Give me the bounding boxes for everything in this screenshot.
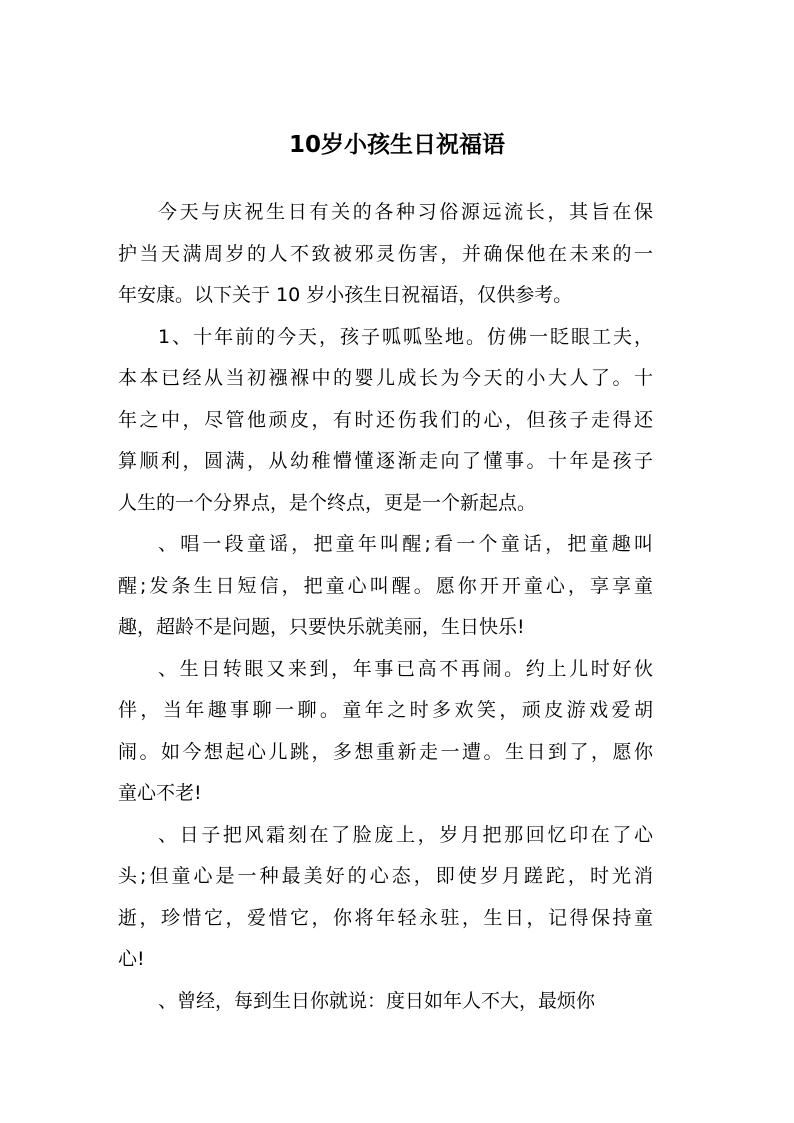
paragraph-line: 护当天满周岁的人不致被邪灵伤害，并确保他在未来的一	[118, 242, 653, 265]
paragraph-line: 伴，当年趣事聊一聊。童年之时多欢笑，顽皮游戏爱胡	[118, 699, 653, 721]
paragraph-line: 闹。如今想起心儿跳，多想重新走一遭。生日到了，愿你	[118, 740, 653, 763]
paragraph-line: 今天与庆祝生日有关的各种习俗源远流长，其旨在保	[158, 201, 653, 223]
paragraph	[118, 196, 653, 321]
paragraph-line: 人生的一个分界点，是个终点，更是一个新起点。	[118, 491, 537, 514]
paragraph-line: 年安康。以下关于 10 岁小孩生日祝福语，仅供参考。	[118, 284, 573, 306]
paragraph-line: 年之中，尽管他顽皮，有时还伤我们的心，但孩子走得还	[118, 408, 653, 431]
paragraph-line: 逝，珍惜它，爱惜它，你将年轻永驻，生日，记得保持童	[118, 906, 653, 929]
document-title: 10岁小孩生日祝福语	[288, 132, 505, 158]
paragraph-line: 、曾经，每到生日你就说：度日如年人不大，最烦你	[158, 989, 596, 1012]
paragraph	[118, 985, 653, 1027]
paragraph-line: 、生日转眼又来到，年事已高不再闹。约上儿时好伙	[158, 657, 653, 680]
paragraph-line: 趣，超龄不是问题，只要快乐就美丽，生日快乐!	[118, 616, 525, 638]
paragraph-line: 、日子把风霜刻在了脸庞上，岁月把那回忆印在了心	[158, 823, 653, 846]
paragraph-line: 童心不老!	[118, 782, 202, 804]
paragraph-line: 算顺利，圆满，从幼稚懵懂逐渐走向了懂事。十年是孩子	[118, 450, 653, 472]
paragraph-line: 本本已经从当初襁褓中的婴儿成长为今天的小大人了。十	[118, 367, 653, 389]
paragraph-line: 醒;发条生日短信，把童心叫醒。愿你开开童心，享享童	[118, 574, 653, 597]
paragraph-line: 1、十年前的今天，孩子呱呱坠地。仿佛一眨眼工夫，	[158, 325, 653, 348]
paragraph	[118, 653, 653, 819]
paragraph-line: 头;但童心是一种最美好的心态，即使岁月蹉跎，时光消	[118, 865, 653, 887]
paragraph	[118, 819, 653, 985]
paragraph-line: 、唱一段童谣，把童年叫醒;看一个童话，把童趣叫	[158, 533, 653, 555]
paragraph	[118, 528, 653, 653]
paragraph-line: 心!	[118, 948, 145, 970]
document-body	[118, 196, 653, 1026]
paragraph	[118, 321, 653, 529]
